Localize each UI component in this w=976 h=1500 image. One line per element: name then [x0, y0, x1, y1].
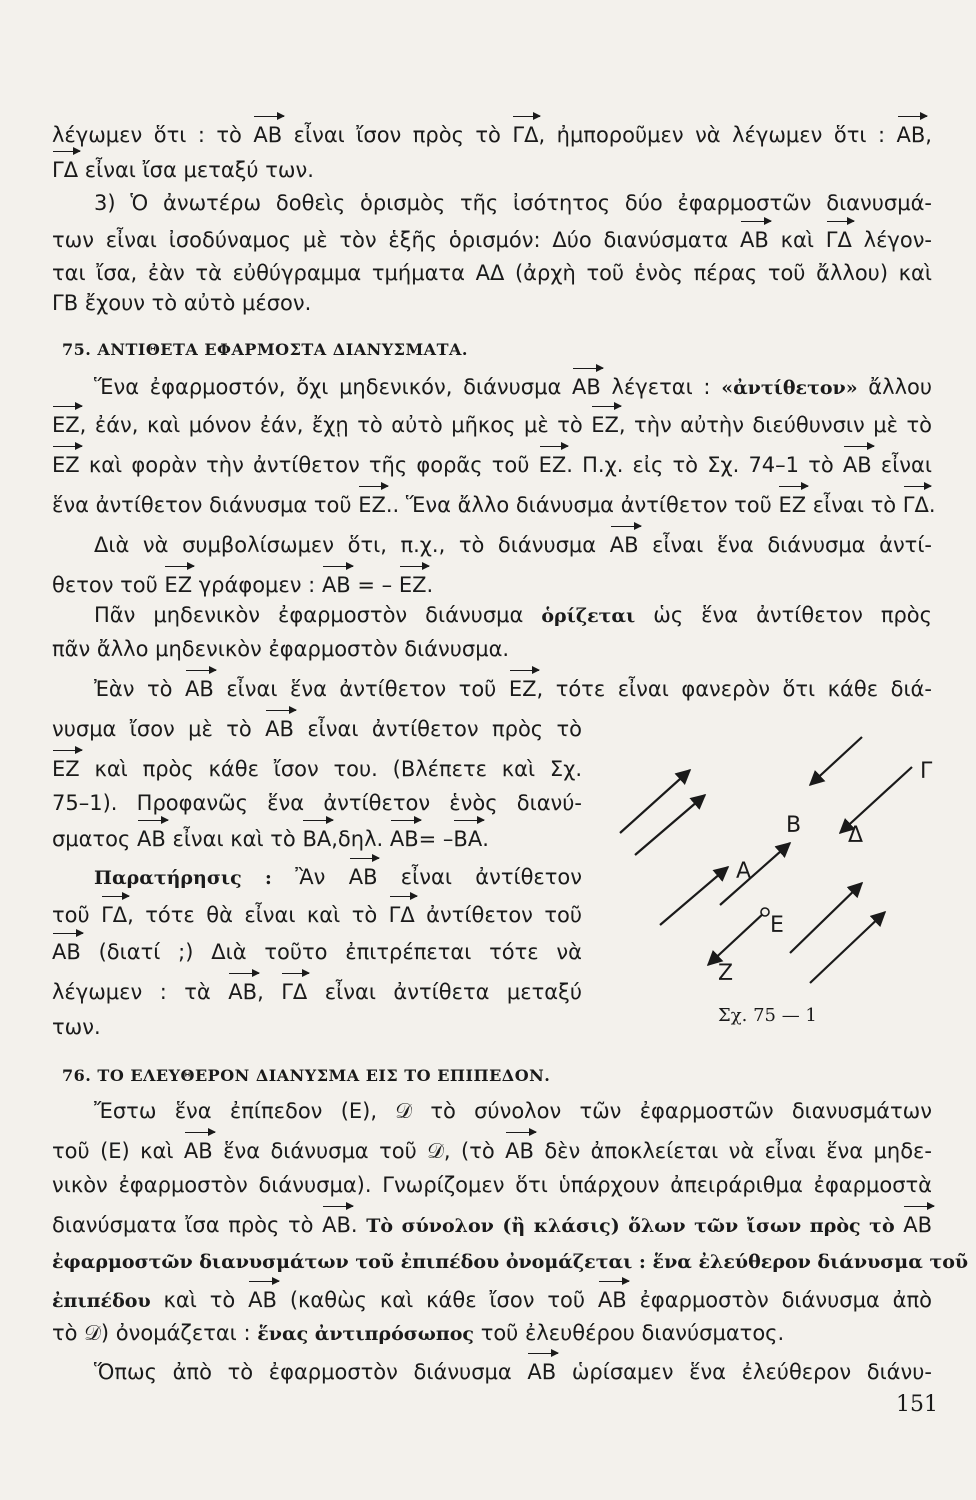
text-line: νικὸν ἐφαρμοστὸν διάνυσμα). Γνωρίζομεν ὅτι ὑπάρχουν ἀπειράριθμα ἐφαρμοστὰ: [52, 1173, 932, 1197]
text-line: ΕΖ, ἐάν, καὶ μόνον ἐάν, ἔχῃ τὸ αὐτὸ μῆκος μὲ τὸ ΕΖ, τὴν αὐτὴν διεύθυνσιν μὲ τὸ: [52, 408, 932, 440]
text-line: διανύσματα ἴσα πρὸς τὸ ΑΒ. Τὸ σύνολον (ἢ κλάσις) ὅλων τῶν ἴσων πρὸς τὸ ΑΒ: [52, 1208, 932, 1241]
text-line: ΓΒ ἔχουν τὸ αὐτὸ μέσον.: [52, 291, 312, 315]
vector-notation: ΑΒ: [248, 1283, 277, 1315]
vector-notation: ΕΖ: [358, 488, 386, 520]
vector-notation: ΕΖ: [399, 568, 427, 600]
text-line: Παρατήρησις : Ἂν ΑΒ εἶναι ἀντίθετον: [52, 860, 582, 893]
vector-notation: ΑΒ: [253, 118, 282, 150]
text-line: τὸ 𝒟) ὀνομάζεται : ἕνας ἀντιπρόσωπος τοῦ ἐλευθέρου διανύσματος.: [52, 1321, 785, 1345]
figure-caption: Σχ. 75 — 1: [718, 1005, 817, 1026]
text-line: λέγωμεν ὅτι : τὸ ΑΒ εἶναι ἴσον πρὸς τὸ ΓΔ, ἠμποροῦμεν νὰ λέγωμεν ὅτι : ΑΒ,: [52, 118, 932, 150]
text-line: Πᾶν μηδενικὸν ἐφαρμοστὸν διάνυσμα ὁρίζεται ὡς ἕνα ἀντίθετον πρὸς: [52, 603, 932, 627]
bold-term: ἕνας ἀντιπρόσωπος: [257, 1323, 475, 1345]
vector-notation: ΑΒ: [137, 822, 166, 854]
section-heading-76: 76. ΤΟ ΕΛΕΥΘΕΡΟΝ ΔΙΑΝΥΣΜΑ ΕΙΣ ΤΟ ΕΠΙΠΕΔΟΝ.: [62, 1066, 551, 1085]
label-zeta: Ζ: [718, 961, 734, 986]
bold-term: «ἀντίθετον»: [721, 377, 858, 399]
label-gamma: Γ: [920, 759, 933, 784]
vector-notation: ΑΒ: [52, 935, 81, 967]
vector-notation: ΕΖ: [52, 448, 80, 480]
text-line: ἐπιπέδου καὶ τὸ ΑΒ (καθὼς καὶ κάθε ἴσον τοῦ ΑΒ ἐφαρμοστὸν διάνυσμα ἀπὸ: [52, 1283, 932, 1316]
text-line: 75–1). Προφανῶς ἕνα ἀντίθετον ἑνὸς διανύ-: [52, 791, 582, 815]
label-epsilon: Ε: [770, 913, 784, 938]
text-line: ἕνα ἀντίθετον διάνυσμα τοῦ ΕΖ.. Ἕνα ἄλλο διάνυσμα ἀντίθετον τοῦ ΕΖ εἶναι τὸ ΓΔ.: [52, 488, 932, 520]
bold-term: ὁρίζεται: [541, 605, 636, 627]
vector-notation: ΑΒ: [610, 528, 639, 560]
vector-notation: ΓΔ: [281, 975, 307, 1007]
section-heading-75: 75. ΑΝΤΙΘΕΤΑ ΕΦΑΡΜΟΣΤΑ ΔΙΑΝΥΣΜΑΤΑ.: [62, 340, 468, 359]
vector-notation: ΓΔ: [826, 223, 852, 255]
vector-notation: ΑΒ: [322, 568, 351, 600]
text-line: Ἕνα ἐφαρμοστόν, ὄχι μηδενικόν, διάνυσμα ΑΒ λέγεται : «ἀντίθετον» ἄλλου: [52, 370, 932, 403]
text-line: Ἐὰν τὸ ΑΒ εἶναι ἕνα ἀντίθετον τοῦ ΕΖ, τότε εἶναι φανερὸν ὅτι κάθε διά-: [52, 672, 932, 704]
arrow-1: [810, 737, 862, 785]
text-line: των.: [52, 1015, 101, 1039]
arrow-ez: [708, 912, 765, 965]
vector-notation: ΑΒ: [598, 1283, 627, 1315]
vector-notation: ΓΔ: [512, 118, 538, 150]
label-beta: Β: [786, 813, 802, 838]
text-line: ται ἴσα, ἐὰν τὰ εὐθύγραμμα τμήματα ΑΔ (ἀρχὴ τοῦ ἑνὸς πέρας τοῦ ἄλλου) καὶ: [52, 261, 932, 285]
text-line: νυσμα ἴσον μὲ τὸ ΑΒ εἶναι ἀντίθετον πρὸς τὸ: [52, 712, 582, 744]
text-line: ΕΖ καὶ πρὸς κάθε ἴσον του. (Βλέπετε καὶ Σχ.: [52, 752, 582, 784]
vector-notation: ΑΒ: [527, 1355, 556, 1387]
vector-notation: ΕΖ: [52, 408, 80, 440]
figure-75-1: [600, 715, 940, 1045]
text-line: Ὅπως ἀπὸ τὸ ἐφαρμοστὸν διάνυσμα ΑΒ ὡρίσαμεν ἕνα ἐλεύθερον διάνυ-: [52, 1355, 932, 1387]
text-line: τοῦ (Ε) καὶ ΑΒ ἕνα διάνυσμα τοῦ 𝒟, (τὸ ΑΒ δὲν ἀποκλείεται νὰ εἶναι ἕνα μηδε-: [52, 1134, 932, 1166]
bold-term: Παρατήρησις :: [94, 867, 272, 889]
arrow-ab: [720, 843, 790, 905]
text-line: ΓΔ εἶναι ἴσα μεταξύ των.: [52, 153, 932, 185]
vector-notation: ΓΔ: [101, 898, 127, 930]
text-line: Διὰ νὰ συμβολίσωμεν ὅτι, π.χ., τὸ διάνυσμα ΑΒ εἶναι ἕνα διάνυσμα ἀντί-: [52, 528, 932, 560]
vector-notation: ΕΖ: [52, 752, 80, 784]
text-line: θετον τοῦ ΕΖ γράφομεν : ΑΒ = – ΕΖ.: [52, 568, 932, 600]
text-line: πᾶν ἄλλο μηδενικὸν ἐφαρμοστὸν διάνυσμα.: [52, 637, 510, 661]
vector-notation: ΒΑ: [302, 822, 331, 854]
label-delta: Δ: [848, 823, 864, 848]
bold-term: Τὸ σύνολον (ἢ κλάσις) ὅλων τῶν ἴσων πρὸς τὸ: [366, 1215, 904, 1237]
vector-notation: ΑΒ: [505, 1134, 534, 1166]
text-line: ΑΒ (διατί ;) Διὰ τοῦτο ἐπιτρέπεται τότε νὰ: [52, 935, 582, 967]
text-line: των εἶναι ἰσοδύναμος μὲ τὸν ἑξῆς ὁρισμόν: Δύο διανύσματα ΑΒ καὶ ΓΔ λέγον-: [52, 223, 932, 255]
vector-notation: ΕΖ: [591, 408, 619, 440]
text-line: Ἔστω ἕνα ἐπίπεδον (Ε), 𝒟 τὸ σύνολον τῶν ἐφαρμοστῶν διανυσμάτων: [52, 1099, 932, 1123]
vectors-diagram: [600, 715, 940, 1045]
text-line: τοῦ ΓΔ, τότε θὰ εἶναι καὶ τὸ ΓΔ ἀντίθετον τοῦ: [52, 898, 582, 930]
text-line: σματος ΑΒ εἶναι καὶ τὸ ΒΑ,δηλ. ΑΒ= –ΒΑ.: [52, 822, 582, 854]
point-e: [761, 908, 769, 916]
vector-notation: ΑΒ: [390, 822, 419, 854]
label-alpha: Α: [736, 859, 752, 884]
vector-notation: ΑΒ: [349, 860, 378, 892]
vector-notation: ΑΒ: [265, 712, 294, 744]
bold-term: ἐπιπέδου: [52, 1290, 151, 1312]
vector-notation: ΓΔ: [389, 898, 415, 930]
vector-notation: ΕΖ: [778, 488, 806, 520]
vector-notation: ΑΒ: [740, 223, 769, 255]
page-number: 151: [896, 1392, 938, 1417]
vector-notation: ΓΔ: [52, 153, 78, 185]
vector-notation: ΑΒ: [322, 1208, 351, 1240]
vector-notation: ΑΒ: [184, 1134, 213, 1166]
vector-notation: ΑΒ: [228, 975, 257, 1007]
text-line: 3) Ὁ ἀνωτέρω δοθεὶς ὁρισμὸς τῆς ἰσότητος δύο ἐφαρμοστῶν διανυσμά-: [52, 191, 932, 215]
arrow-2: [620, 770, 690, 833]
vector-notation: ΑΒ: [185, 672, 214, 704]
vector-notation: ΑΒ: [572, 370, 601, 402]
text-line: [52, 1246, 969, 1277]
vector-notation: ΕΖ: [164, 568, 192, 600]
bold-term: ἐφαρμοστῶν διανυσμάτων τοῦ ἐπιπέδου ὀνομάζεται : ἕνα ἐλεύθερον διάνυσμα τοῦ: [52, 1251, 969, 1273]
arrow-3: [635, 795, 705, 855]
vector-notation: ΑΒ: [897, 118, 926, 150]
arrow-4: [660, 867, 728, 925]
vector-notation: ΕΖ: [539, 448, 567, 480]
vector-notation: ΓΔ: [903, 488, 929, 520]
vector-notation: ΕΖ: [509, 672, 537, 704]
text-line: ΕΖ καὶ φορὰν τὴν ἀντίθετον τῆς φορᾶς τοῦ ΕΖ. Π.χ. εἰς τὸ Σχ. 74–1 τὸ ΑΒ εἶναι: [52, 448, 932, 480]
vector-notation: ΑΒ: [903, 1208, 932, 1240]
vector-notation: ΑΒ: [843, 448, 872, 480]
vector-notation: ΒΑ: [453, 822, 482, 854]
text-line: λέγωμεν : τὰ ΑΒ, ΓΔ εἶναι ἀντίθετα μεταξύ: [52, 975, 582, 1007]
